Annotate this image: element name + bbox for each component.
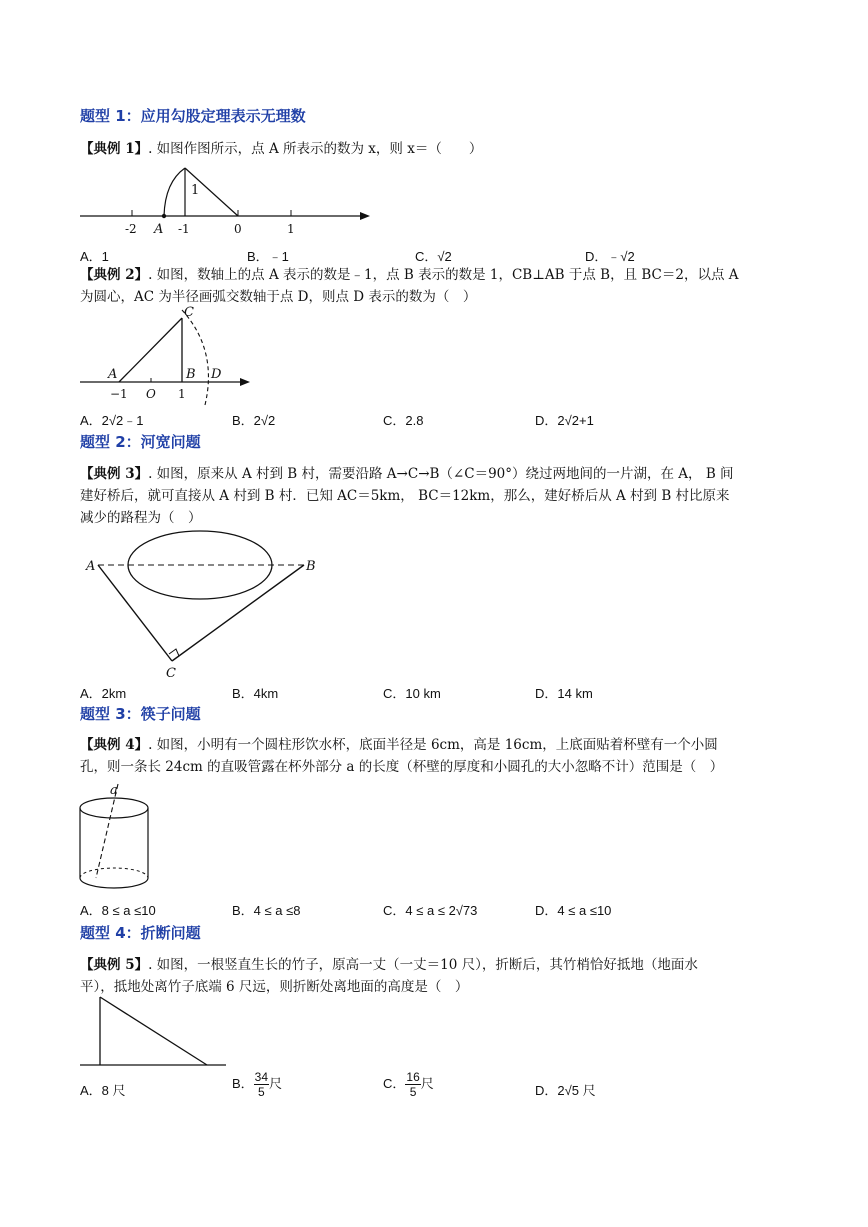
example-2-option-a[interactable]: A．2√2﹣1 bbox=[80, 413, 144, 428]
example-4-option-a[interactable]: A．8 ≤ a ≤10 bbox=[80, 903, 156, 918]
tick-label: −1 bbox=[110, 387, 128, 401]
section-heading-4: 题型 4：折断问题 bbox=[80, 924, 201, 942]
example-5-question bbox=[80, 954, 698, 998]
unit-label: 尺 bbox=[420, 1075, 434, 1091]
fraction: $\frac{16}{5}$ bbox=[406, 1070, 420, 1099]
point-b-label: B bbox=[306, 559, 316, 574]
example-1-text: . 如图作图所示，点 A 所表示的数为 x，则 x＝（ ） bbox=[148, 141, 483, 157]
point-b-label: B bbox=[186, 367, 196, 382]
example-4-option-d[interactable]: D．4 ≤ a ≤10 bbox=[535, 903, 612, 918]
example-3-line1: . 如图，原来从 A 村到 B 村，需要沿路 A→C→B（∠C＝90°）绕过两地间的一片湖，在 A， B 间 bbox=[148, 466, 734, 482]
example-3-line3: 减少的路程为（ ） bbox=[80, 510, 202, 526]
side-label: 1 bbox=[191, 183, 200, 198]
example-3-lake-figure bbox=[80, 525, 330, 685]
fraction: $\frac{34}{5}$ bbox=[254, 1070, 269, 1099]
example-2-option-c[interactable]: C．2.8 bbox=[383, 413, 424, 428]
example-5-option-d[interactable]: D．2√5 尺 bbox=[535, 1083, 596, 1098]
example-5-tag: 【典例 5】 bbox=[80, 957, 149, 973]
example-3-line2: 建好桥后，就可直接从 A 村到 B 村．已知 AC＝5km， BC＝12km，那么，建好桥后从 A 村到 B 村比原来 bbox=[80, 488, 730, 504]
example-3-option-d[interactable]: D．14 km bbox=[535, 686, 593, 701]
point-a-label: A bbox=[154, 222, 164, 237]
example-5-option-c[interactable] bbox=[383, 1070, 434, 1099]
point-a-label: A bbox=[86, 559, 96, 574]
tick-label: 0 bbox=[234, 222, 242, 236]
example-5-bamboo-figure bbox=[80, 995, 230, 1070]
example-1-question bbox=[80, 138, 482, 160]
example-2-line1: . 如图，数轴上的点 A 表示的数是﹣1，点 B 表示的数是 1，CB⊥AB 于点 B，且 BC＝2，以点 A bbox=[148, 267, 739, 283]
tick-label: 1 bbox=[178, 387, 186, 401]
point-c-label: C bbox=[184, 305, 194, 320]
point-c-label: C bbox=[166, 666, 176, 681]
example-3-tag: 【典例 3】 bbox=[80, 466, 149, 482]
section-heading-3: 题型 3：筷子问题 bbox=[80, 705, 201, 723]
section-heading-1: 题型 1：应用勾股定理表示无理数 bbox=[80, 107, 306, 125]
example-1-option-c[interactable]: C．√2 bbox=[415, 249, 452, 264]
example-4-question bbox=[80, 734, 723, 778]
example-4-line2: 孔，则一条长 24cm 的直吸管露在杯外部分 a 的长度（杯壁的厚度和小圆孔的大小忽略不计）范围是（ ） bbox=[80, 759, 724, 775]
option-letter: B． bbox=[232, 1075, 254, 1091]
tick-label: -2 bbox=[125, 222, 137, 236]
example-2-option-d[interactable]: D．2√2+1 bbox=[535, 413, 594, 428]
example-3-option-c[interactable]: C．10 km bbox=[383, 686, 441, 701]
tick-label: 1 bbox=[287, 222, 295, 236]
example-4-tag: 【典例 4】 bbox=[80, 737, 149, 753]
example-1-tag: 【典例 1】 bbox=[80, 141, 149, 157]
example-1-option-a[interactable]: A．1 bbox=[80, 249, 109, 264]
example-1-option-b[interactable]: B．﹣1 bbox=[247, 249, 289, 264]
example-5-option-b[interactable] bbox=[232, 1070, 282, 1099]
example-2-number-line-figure bbox=[78, 300, 268, 410]
example-3-question bbox=[80, 463, 734, 529]
example-3-option-b[interactable]: B．4km bbox=[232, 686, 279, 701]
example-1-number-line-figure bbox=[78, 160, 378, 240]
tick-label: -1 bbox=[178, 222, 190, 236]
example-2-tag: 【典例 2】 bbox=[80, 267, 149, 283]
section-heading-2: 题型 2：河宽问题 bbox=[80, 433, 201, 451]
example-4-option-b[interactable]: B．4 ≤ a ≤8 bbox=[232, 903, 301, 918]
example-5-line1: . 如图，一根竖直生长的竹子，原高一丈（一丈＝10 尺），折断后，其竹梢恰好抵地（地面水 bbox=[148, 957, 698, 973]
example-4-option-c[interactable]: C．4 ≤ a ≤ 2√73 bbox=[383, 903, 478, 918]
example-1-option-d[interactable]: D．﹣√2 bbox=[585, 249, 635, 264]
example-5-option-a[interactable]: A．8 尺 bbox=[80, 1083, 126, 1098]
length-a-label: a bbox=[110, 783, 118, 798]
point-d-label: D bbox=[211, 367, 222, 382]
origin-label: O bbox=[146, 387, 156, 401]
example-2-option-b[interactable]: B．2√2 bbox=[232, 413, 276, 428]
example-2-line2: 为圆心，AC 为半径画弧交数轴于点 D，则点 D 表示的数为（ ） bbox=[80, 289, 477, 305]
example-4-line1: . 如图，小明有一个圆柱形饮水杯，底面半径是 6cm，高是 16cm，上底面贴着杯壁有一个小圆 bbox=[148, 737, 718, 753]
option-letter: C． bbox=[383, 1075, 406, 1091]
example-3-option-a[interactable]: A．2km bbox=[80, 686, 127, 701]
example-4-cup-figure bbox=[78, 780, 168, 895]
unit-label: 尺 bbox=[269, 1075, 283, 1091]
point-a-label: A bbox=[108, 367, 118, 382]
example-5-line2: 平），抵地处离竹子底端 6 尺远，则折断处离地面的高度是（ ） bbox=[80, 979, 469, 995]
